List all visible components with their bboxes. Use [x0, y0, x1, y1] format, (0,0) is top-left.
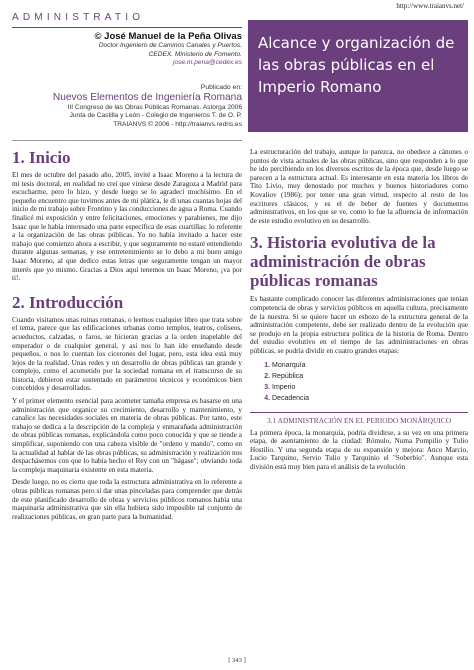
stages-list	[250, 360, 468, 404]
author-email[interactable]: jose.m.pena@cedex.es	[172, 59, 242, 66]
publication-title: Nuevos Elementos de Ingeniería Romana	[52, 92, 242, 103]
section-heading-inicio: 1. Inicio	[12, 148, 71, 167]
author-organization: CEDEX. Ministerio de Fomento.	[148, 50, 242, 58]
publication-copyright: TRAIANVS © 2006 - http://traianvs.redris.es	[113, 120, 242, 128]
list-item: 4. Decadencia	[272, 393, 468, 404]
paragraph: Es bastante complicado conocer las diferentes administraciones que tenían competencia de obras y servicios públicos en aquella cultura, precisamente de la nuestra. Si se quiere hacer un esbozo de la estructura general de la administración competente, debe ser realizado dentro de la evolución que se produjo en la propia estructura política de la historia de Roma. Dentro del estudio evolutivo en el tiempo de las administraciones en obras públicas, se podría dividir en cuatro grandes etapas:	[250, 295, 468, 355]
publication-block	[12, 84, 242, 129]
paragraph: La estructuración del trabajo, aunque lo parezca, no obedece a cánones o puntos de vista actuales de las obras públicas, sino que responden a lo que he ido percibiendo en los diversos escritos de la época que, desde luego se parecen a la estructura actual. Es interesante en esta materia los libros de Tito Livio, muy denostado por muchos y buenos historiadores como Kovaliov (1986); por tener una gran virtud, respecto al resto de los escritores clásicos, y es el de beber de fuentes y documentos administrativos, en los que se ve, como lo fue la afluencia de información de este estudio evolutivo en su desarrollo.	[250, 148, 468, 225]
list-item: 2. República	[272, 371, 468, 382]
section-heading-introduccion: 2. Introducción	[12, 292, 124, 312]
list-item: 1. Monarquía	[272, 360, 468, 371]
paragraph: Y el primer elemento esencial para acometer tamaña empresa es basarse en una administración que organice su crecimiento, desarrollo y mantenimiento, y canalice las necesidades sociales en materia de obras públicas. Por tanto, este trabajo se dedica a la descripción de la compleja y enmarañada administración de obras públicas romanas, explicándola como poco conocida y que se tiende a simplificar, suponiendo con una cabeza visible de "ordeno y mando", como en la actualidad al hablar de las obras públicas, su administración y realización nos despachásemos con que lo había hecho el Rey con un "hágase"; obviando toda la compleja maquinaria existente en esta materia.	[12, 397, 242, 474]
right-column	[250, 148, 468, 471]
page-number: [ 343 ]	[228, 657, 246, 664]
author-name: © José Manuel de la Peña Olivas	[94, 31, 242, 42]
publication-label: Publicado en:	[200, 84, 242, 91]
list-item: 3. Imperio	[272, 382, 468, 393]
section-title: ADMINISTRATIO	[12, 12, 145, 23]
paragraph: Desde luego, no es cierto que toda la estructura administrativa en lo referente a obras públicas romanas pero sí dar unas pinceladas para comprender que detrás de este planificado desarrollo de obras y servicios públicos romanos había una maquinaria administrativa que sin ella hubiera sido imposible tal conjunto de realizaciones públicas, en gran parte para la humanidad.	[12, 478, 242, 521]
author-block	[12, 31, 242, 66]
author-affiliation: Doctor Ingeniero de Caminos Canales y Puertos.	[98, 42, 242, 49]
article-title: Alcance y organización de las obras públicas en el Imperio Romano	[258, 34, 455, 96]
site-url[interactable]: http://www.traianvs.net/	[396, 2, 464, 10]
subsection-divider	[250, 412, 468, 413]
publication-congress: III Congreso de las Obras Públicas Romanas. Astorga 2006	[67, 104, 242, 111]
publication-publisher: Junta de Castilla y León - Colegio de Ingenieros T. de O. P.	[69, 112, 242, 120]
paragraph: La primera época, la monarquía, podría dividirse, a su vez en una primera etapa, de asentamiento de la ciudad: Rómulo, Numa Pompilio y Tulio Hostilio. Y una segunda etapa de su expansión y mejora: Anco Marcio, Lucio Tarquino, Servio Tulio y Tarquinio el "Soberbio". Aunque esta división está muy bien para el análisis de la evolución	[250, 428, 468, 471]
paragraph: Cuando visitamos unas ruinas romanas, o leemos cualquier libro que trata sobre el tema, parece que las edificaciones urbanas como templos, teatros, coliseos, acueductos, calzadas, o faros, se hicieran gracias a la orden inapelable del emperador o de cualquier general, y así nos lo han ido enseñando desde pequeños, o nos lo cuentan los cicerones del lugar, pero, esta idea está muy lejos de la realidad. Unas redes y un desarrollo de obras públicas tan grande y complejo, como el acometido por la sociedad romana en el transcurso de su historia, debieron estar sustentado en parámetros técnicos y económicos bien concebidos y desarrollados.	[12, 315, 242, 393]
left-column	[12, 148, 242, 521]
subsection-heading: 3.1 ADMINISTRACIÓN EN EL PERIODO MONÁRQUICO	[266, 415, 452, 425]
section-divider	[12, 27, 242, 28]
paragraph: El mes de octubre del pasado año, 2005, invité a Isaac Moreno a la lectura de mi tesis doctoral, en realidad no creí que viniese desde Zaragoza a Madrid para escucharme, pero lo hizo, y desde luego se lo agradecí muchísimo. En el pequeño encuentro que tuvimos antes de mi plática, le di unas cuantas hojas del inicio de mi trabajo sobre Frontino y las conducciones de agua a Roma. Cuando finalicé mi exposición y entre felicitaciones, emociones y parabienes, me dijo Isaac que le había interesado una parte específica de esas cuartillas: lo referente a la organización de las obras públicas. Yo no había invitado a hacer este trabajo que comienzo ahora a escribir, y que seguramente no estaré entendiendo durante algunas semanas, y ese entretenimiento se lo debo a mi buen amigo Isaac Moreno, al que dedico estas letras que seguramente tengan un mayor interés que yo mismo. Gracias a Dios aquí tenemos un Isaac Moreno, ¡va por ti!.	[12, 171, 242, 283]
section-heading-historia: 3. Historia evolutiva de la administración de obras públicas romanas	[250, 233, 436, 291]
header-divider	[12, 140, 242, 141]
